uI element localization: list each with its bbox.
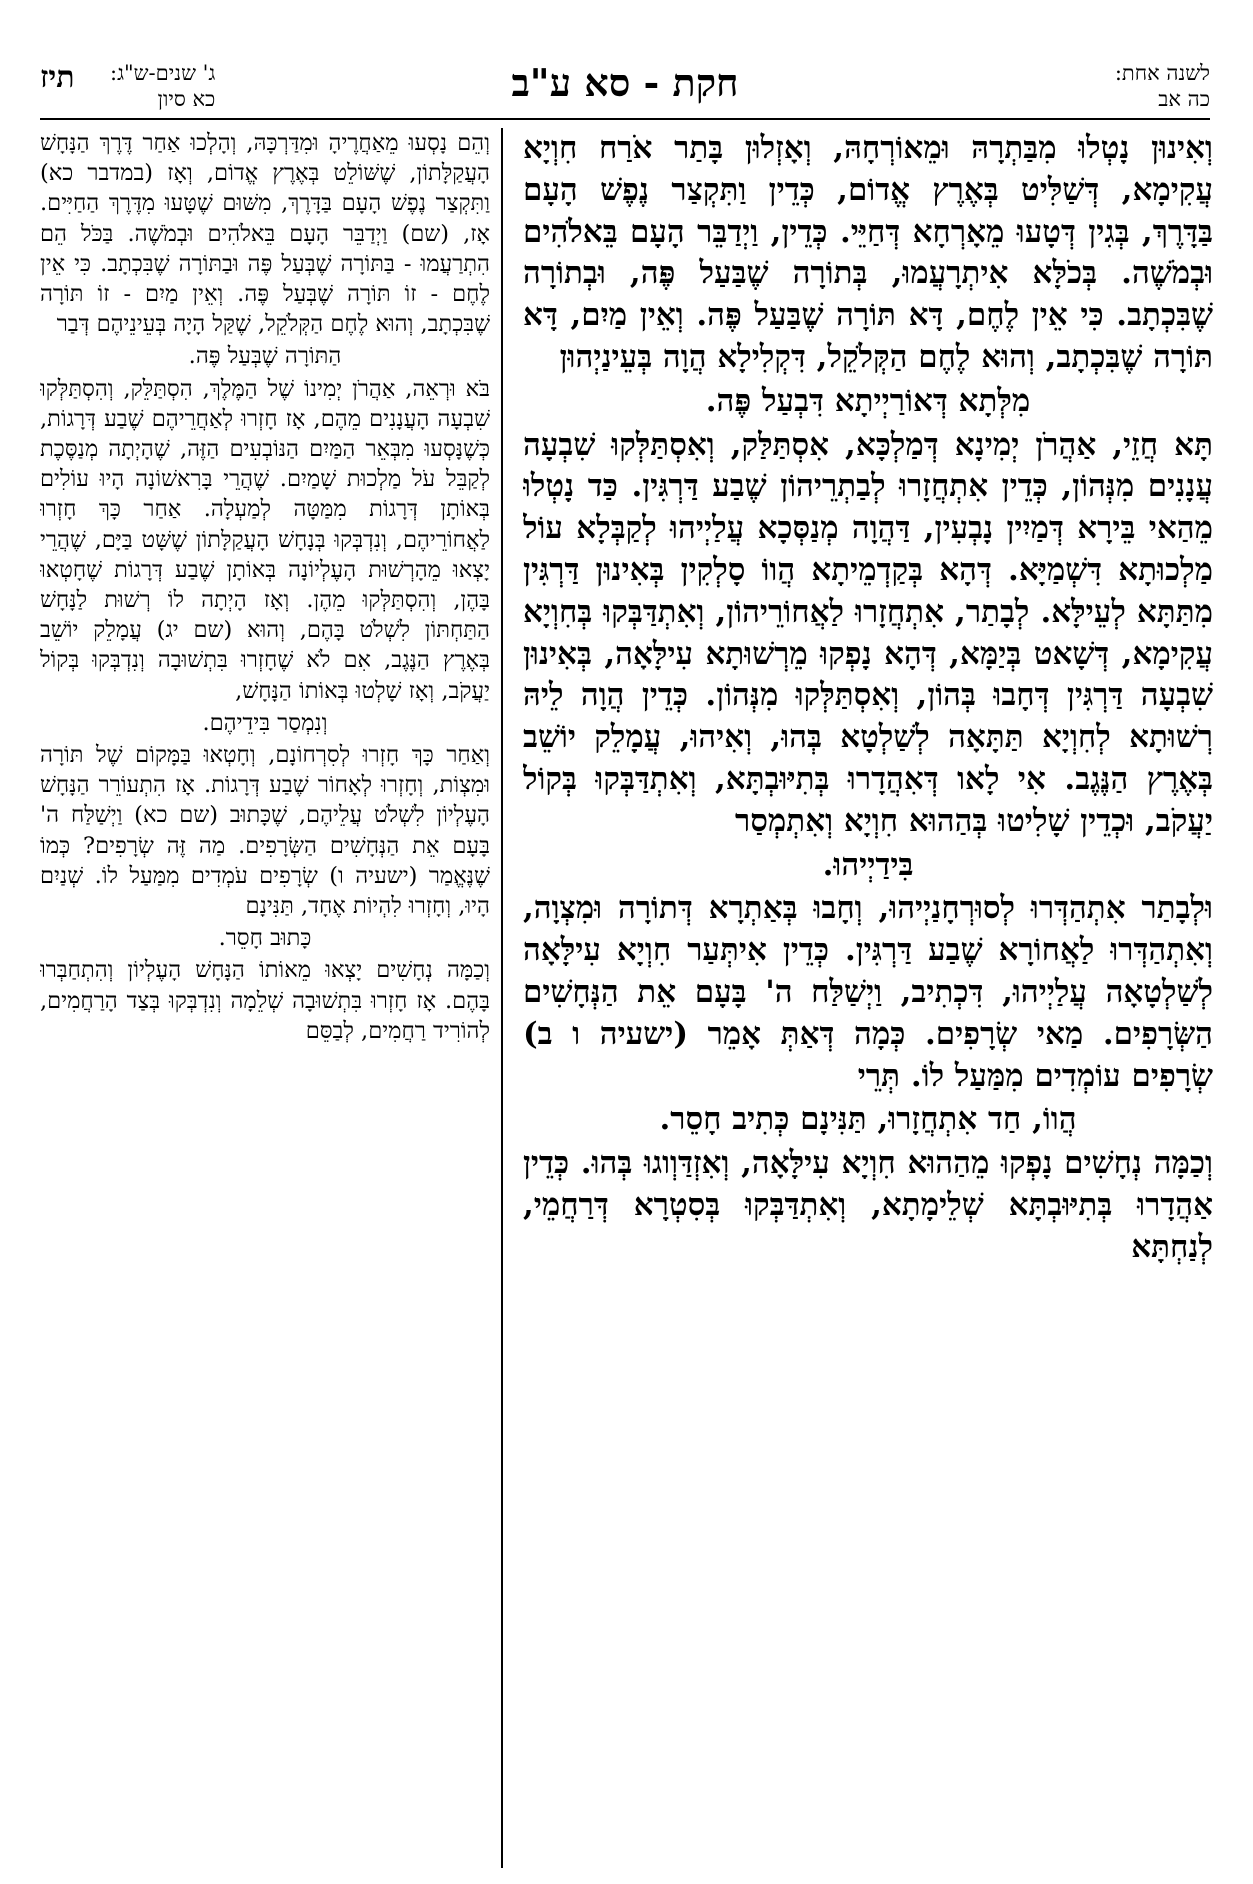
study-schedule-three-year [110, 60, 215, 112]
translation-paragraph: הַתּוֹרָה שֶׁבְּעַל פֶּה. [188, 343, 342, 370]
main-paragraph: וּלְבָתַר אִתְהַדְּרוּ לְסוּרְחָנַיְיהוּ, וְחָבוּ בְּאַתְרָא דְּתוֹרָה וּמִצְוָה, וְאִתְהַדְּרוּ לַאֲחוֹרָא שֶׁבַע דַּרְגִּין. כְּדֵין אִיתְּעַר חִוְיָא עִילָּאָה לְשַׁלְטָאָה עֲלַיְיהוּ, דִּכְתִיב, וַיְשַׁלַּח ה' בָּעָם אֵת הַנְּחָשִׁים הַשְּׂרָפִים. מַאי שְׂרָפִים. כְּמָה דְּאַתְּ אָמֵר (ישעיה ו ב) שְׂרָפִים עוֹמְדִים מִמַּעַל לוֹ. תְּרֵי [523, 890, 1213, 1094]
main-paragraph: וְכַמָּה נְחָשִׁים נָפְקוּ מֵהַהוּא חִוְיָא עִילָּאָה, וְאִזְדַּוְוגוּ בְּהוּ. כְּדֵין אַהֲדָרוּ בְּתִיּוּבְתָּא שְׁלֵימָתָא, וְאִתְדַּבְּקוּ בְּסִטְרָא דְּרַחֲמֵי, לְנַחְתָּא [523, 1145, 1213, 1265]
translation-paragraph: וְהֵם נָסְעוּ מֵאַחֲרֶיהָ וּמִדַּרְכָּהּ, וְהָלְכוּ אַחַר דֶּרֶךְ הַנָּחָשׁ הָעֲקַלָּתוֹן, שֶׁשּׁוֹלֵט בְּאֶרֶץ אֱדוֹם, וְאָז (במדבר כא) וַתִּקְצַר נֶפֶשׁ הָעָם בַּדָּרֶךְ, מִשּׁוּם שֶׁטָּעוּ מִדֶּרֶךְ הַחַיִּים. אָז, (שם) וַיְדַבֵּר הָעָם בֵּאלֹהִים וּבְמֹשֶׁה. בַּכֹּל הֵם הִתְרַעֲמוּ - בַּתּוֹרָה שֶׁבְּעַל פֶּה וּבַתּוֹרָה שֶׁבִּכְתָב. כִּי אֵין לֶחֶם - זוֹ תּוֹרָה שֶׁבְּעַל פֶּה. וְאֵין מַיִם - זוֹ תּוֹרָה שֶׁבִּכְתָב, וְהוּא לֶחֶם הַקְּלֹקֵל, שֶׁקַּל הָיָה בְּעֵינֵיהֶם דְּבַר [40, 130, 490, 338]
translation-paragraph: וְכַמָּה נְחָשִׁים יָצְאוּ מֵאוֹתוֹ הַנָּחָשׁ הָעֶלְיוֹן וְהִתְחַבְּרוּ בָּהֶם. אָז חָזְרוּ בִּתְשׁוּבָה שְׁלֵמָה וְנִדְבְּקוּ בְּצַד הָרַחֲמִים, לְהוֹרִיד רַחֲמִים, לְבַסֵּם [40, 957, 490, 1044]
header-divider [40, 118, 1210, 120]
translation-paragraph: בֹּא וּרְאֵה, אַהֲרֹן יְמִינוֹ שֶׁל הַמֶּלֶךְ, הִסְתַּלֵּק, וְהִסְתַּלְּקוּ שִׁבְעָה הָעֲנָנִים מֵהֶם, אָז חָזְרוּ לְאַחֲרֵיהֶם שֶׁבַע דְּרָגוֹת, כְּשֶׁנָּסְעוּ מִבְּאֵר הַמַּיִם הַנּוֹבְעִים הַזֶּה, שֶׁהָיְתָה מְנַסֶּכֶת לְקַבֵּל עֹל מַלְכוּת שָׁמַיִם. שֶׁהֲרֵי בָּרִאשׁוֹנָה הָיוּ עוֹלִים בְּאוֹתָן דְּרָגוֹת מִמַּטָּה לְמַעְלָה. אַחַר כָּךְ חָזְרוּ לַאֲחוֹרֵיהֶם, וְנִדְבְּקוּ בְּנָחָשׁ הָעֲקַלָּתוֹן שֶׁשָּׁט בַּיָּם, שֶׁהֲרֵי יָצְאוּ מֵהָרְשׁוּת הָעֶלְיוֹנָה בְּאוֹתָן שֶׁבַע דְּרָגוֹת שֶׁחָטְאוּ בָּהֶן, וְהִסְתַּלְּקוּ מֵהֶן. וְאָז הָיְתָה לוֹ רְשׁוּת לַנָּחָשׁ הַתַּחְתּוֹן לִשְׁלֹט בָּהֶם, וְהוּא (שם יג) עֲמָלֵק יוֹשֵׁב בְּאֶרֶץ הַנֶּגֶב, אִם לֹא שֶׁחָזְרוּ בִּתְשׁוּבָה וְנִדְבְּקוּ בְּקוֹל יַעֲקֹב, וְאָז שָׁלְטוּ בְּאוֹתוֹ הַנָּחָשׁ, [40, 375, 490, 704]
page-title: חקת - סא ע"ב [511, 60, 739, 105]
schedule-label: ג' שנים-ש"ג: [110, 61, 216, 85]
main-paragraph: בִּידַיְיהוּ. [822, 846, 914, 883]
main-paragraph: תָּא חֲזֵי, אַהֲרֹן יְמִינָא דְּמַלְכָּא, אִסְתַּלַּק, וְאִסְתַּלְּקוּ שִׁבְעָה עֲנָנִים מִנְּהוֹן, כְּדֵין אִתְחֲזָרוּ לְבַתְרֵיהוֹן שֶׁבַע דַּרְגִּין. כַּד נָטְלוּ מֵהַאי בֵּירָא דְּמַיִין נָבְעִין, דַּהֲוָה מְנַסְּכָא עֲלַיְיהוּ לְקַבְּלָא עוֹל מַלְכוּתָא דִּשְׁמַיָּא. דְּהָא בְּקַדְמֵיתָא הֲווֹ סָלְקִין בְּאִינוּן דַּרְגִּין מִתַּתָּא לְעֵילָּא. לְבָתַר, אִתְחֲזָרוּ לַאֲחוֹרֵיהוֹן, וְאִתְדַּבְּקוּ בְּחִוְיָא עֲקִימָא, דְּשָׁאט בְּיַמָּא, דְּהָא נָפְקוּ מֵרְשׁוּתָא עִילָּאָה, בְּאִינוּן שִׁבְעָה דַּרְגִּין דְּחָבוּ בְּהוֹן, וְאִסְתַּלְּקוּ מִנְּהוֹן. כְּדֵין הֲוָה לֵיהּ רְשׁוּתָא לְחִוְיָא תַּתָּאָה לְשַׁלְטָא בְּהוּ, וְאִיהוּ, עֲמָלֵק יוֹשֵׁב בְּאֶרֶץ הַנֶּגֶב. אִי לָאו דְּאִהֲדָרוּ בְּתִיּוּבְתָּא, וְאִתְדַּבְּקוּ בְּקוֹל יַעֲקֹב, וּכְדֵין שָׁלִיטוּ בְּהַהוּא חִוְיָא וְאִתְמְסַר [523, 426, 1213, 839]
translation-paragraph: כָּתוּב חָסֵר. [218, 925, 312, 952]
page-number: תיז [40, 60, 75, 95]
column-divider [501, 128, 503, 1868]
main-paragraph: וְאִינוּן נָטְלוּ מִבַּתְרָהּ וּמֵאוֹרְחָהּ, וְאָזְלוּן בָּתַר אֹרַח חִוְיָא עֲקִימָא, דְּשַׁלִּיט בְּאֶרֶץ אֱדוֹם, כְּדֵין וַתִּקְצַר נֶפֶשׁ הָעָם בַּדָּרֶךְ, בְּגִין דְּטָעוּ מֵאָרְחָא דְּחַיֵּי. כְּדֵין, וַיְדַבֵּר הָעָם בֵּאלֹהִים וּבְמֹשֶׁה. בְּכֹלָּא אִיתְרָעֲמוּ, בְּתוֹרָה שֶׁבַּעַל פֶּה, וּבְתוֹרָה שֶׁבִּכְתָב. כִּי אֵין לֶחֶם, דָּא תּוֹרָה שֶׁבַּעַל פֶּה. וְאֵין מַיִם, דָּא תּוֹרָה שֶׁבִּכְתָב, וְהוּא לֶחֶם הַקְּלֹקֵל, דִּקְלִילָא הֲוָה בְּעֵינַיְהוּן [523, 130, 1213, 375]
translation-paragraph: וְנִמְסַר בִּידֵיהֶם. [202, 709, 328, 736]
main-paragraph: מִלְּתָא דְּאוֹרַיְיתָא דִּבְעַל פֶּה. [705, 382, 1031, 419]
page-header [40, 60, 1210, 120]
schedule-label: לשנה אחת: [1114, 61, 1210, 85]
schedule-date: כא סיון [157, 87, 216, 111]
aramaic-text-column [523, 128, 1213, 1868]
schedule-date: כה אב [1158, 87, 1210, 111]
translation-paragraph: וְאַחַר כָּךְ חָזְרוּ לְסִרְחוֹנָם, וְחָטְאוּ בַּמָּקוֹם שֶׁל תּוֹרָה וּמִצְוֹת, וְחָזְרוּ לְאָחוֹר שֶׁבַע דְּרָגוֹת. אָז הִתְעוֹרֵר הַנָּחָשׁ הָעֶלְיוֹן לִשְׁלֹט עֲלֵיהֶם, שֶׁכָּתוּב (שם כא) וַיְשַׁלַּח ה' בָּעָם אֵת הַנְּחָשִׁים הַשְּׂרָפִים. מַה זֶּה שְׂרָפִים? כְּמוֹ שֶׁנֶּאֱמַר (ישעיה ו) שְׂרָפִים עֹמְדִים מִמַּעַל לוֹ. שְׁנַיִם הָיוּ, וְחָזְרוּ לִהְיוֹת אֶחָד, תַּנִּינָם [40, 742, 490, 920]
main-paragraph: הֲווֹ, חַד אִתְחֲזָרוּ, תַּנִּינָם כְּתִיב חָסֵר. [659, 1101, 1077, 1138]
hebrew-translation-column [40, 128, 490, 1868]
